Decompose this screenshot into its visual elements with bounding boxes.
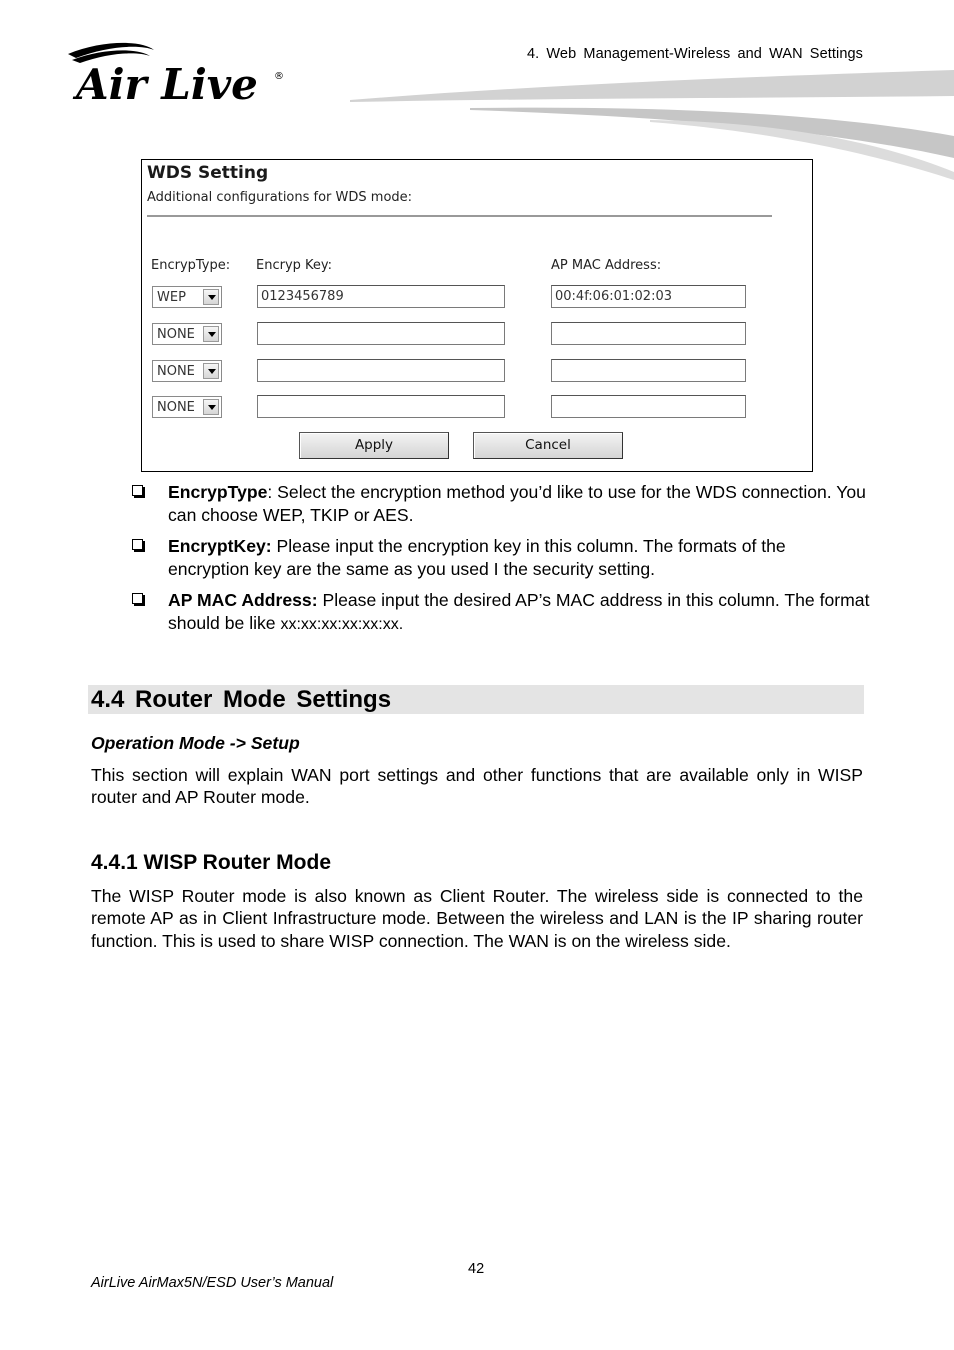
field-description-list bbox=[130, 481, 870, 645]
panel-divider bbox=[147, 215, 772, 217]
dropdown-arrow-icon[interactable] bbox=[203, 326, 219, 342]
encryp-type-value: WEP bbox=[157, 290, 186, 305]
logo-lettering: Air Live bbox=[76, 60, 258, 108]
encryp-type-column-label: EncrypType: bbox=[151, 258, 231, 273]
encryp-key-column-label: Encryp Key: bbox=[256, 258, 333, 273]
cancel-button[interactable]: Cancel bbox=[473, 432, 623, 459]
encryp-key-input-2[interactable] bbox=[257, 322, 505, 345]
section-intro-paragraph: This section will explain WAN port settings and other functions that are available only in WISP router and AP Router mode. bbox=[91, 765, 863, 808]
checkbox-bullet-icon bbox=[132, 485, 143, 496]
ap-mac-value: 00:4f:06:01:02:03 bbox=[555, 289, 672, 304]
mac-format-example: xx:xx:xx:xx:xx:xx. bbox=[280, 615, 404, 633]
apply-button[interactable]: Apply bbox=[299, 432, 449, 459]
ap-mac-input-3[interactable] bbox=[551, 359, 746, 382]
svg-text:®: ® bbox=[274, 71, 284, 82]
subsection-title: 4.4.1 WISP Router Mode bbox=[91, 851, 331, 874]
ap-mac-input-2[interactable] bbox=[551, 322, 746, 345]
encryp-type-select-1[interactable] bbox=[152, 286, 222, 308]
encryp-type-value: NONE bbox=[157, 327, 195, 342]
section-title: 4.4 Router Mode Settings bbox=[91, 686, 392, 713]
panel-subtitle: Additional configurations for WDS mode: bbox=[147, 190, 413, 205]
menu-path: Operation Mode -> Setup bbox=[91, 733, 300, 753]
encryp-type-select-2[interactable] bbox=[152, 323, 222, 345]
bullet-term: EncrypType bbox=[168, 482, 268, 502]
encryp-key-value: 0123456789 bbox=[261, 289, 344, 304]
list-item bbox=[130, 481, 870, 526]
list-item bbox=[130, 589, 870, 636]
encryp-key-input-1[interactable] bbox=[257, 285, 505, 308]
ap-mac-column-label: AP MAC Address: bbox=[551, 258, 662, 273]
encryp-type-select-3[interactable] bbox=[152, 360, 222, 382]
list-item bbox=[130, 535, 870, 580]
bullet-text: Please input the desired AP’s MAC address in this column. The format should be like bbox=[168, 590, 870, 633]
ap-mac-input-1[interactable] bbox=[551, 285, 746, 308]
subsection-body-paragraph: The WISP Router mode is also known as Client Router. The wireless side is connected to the remote AP as in Client Infrastructure mode. Between the wireless and LAN is the IP sharing router function. This is used to share WISP connection. The WAN is on the wireless side. bbox=[91, 886, 863, 951]
dropdown-arrow-icon[interactable] bbox=[203, 363, 219, 379]
bullet-text: : Select the encryption method you’d like to use for the WDS connection. You can choose WEP, TKIP or AES. bbox=[168, 482, 866, 525]
wds-setting-panel bbox=[141, 159, 813, 472]
chapter-header: 4. Web Management-Wireless and WAN Settings bbox=[526, 46, 863, 62]
dropdown-arrow-icon[interactable] bbox=[203, 399, 219, 415]
dropdown-arrow-icon[interactable] bbox=[203, 289, 219, 305]
bullet-text: Please input the encryption key in this column. The formats of the encryption key are the same as you used I the security setting. bbox=[168, 536, 786, 579]
checkbox-bullet-icon bbox=[132, 593, 143, 604]
encryp-type-value: NONE bbox=[157, 400, 195, 415]
encryp-type-value: NONE bbox=[157, 364, 195, 379]
footer-manual-title: AirLive AirMax5N/ESD User’s Manual bbox=[91, 1275, 334, 1291]
ap-mac-input-4[interactable] bbox=[551, 395, 746, 418]
bullet-term: AP MAC Address: bbox=[168, 590, 318, 610]
bullet-term: EncryptKey: bbox=[168, 536, 272, 556]
airlive-logo bbox=[62, 42, 292, 108]
page-number: 42 bbox=[468, 1261, 485, 1277]
panel-title: WDS Setting bbox=[147, 163, 269, 183]
checkbox-bullet-icon bbox=[132, 539, 143, 550]
encryp-type-select-4[interactable] bbox=[152, 396, 222, 418]
encryp-key-input-3[interactable] bbox=[257, 359, 505, 382]
encryp-key-input-4[interactable] bbox=[257, 395, 505, 418]
